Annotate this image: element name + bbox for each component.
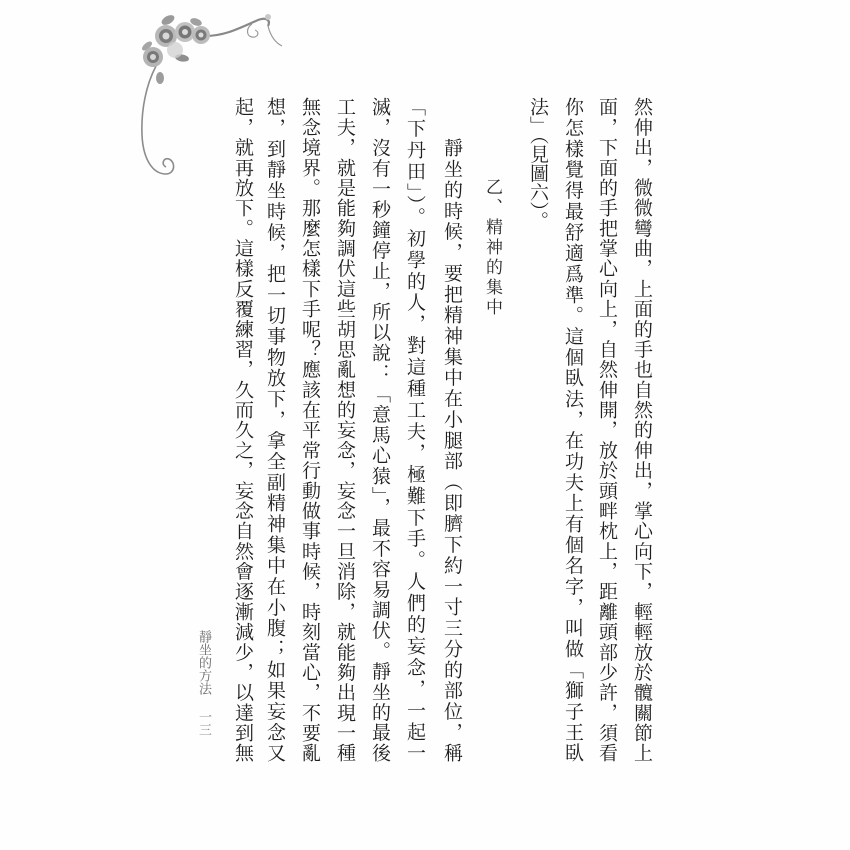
text-column: 起，就再放下。這樣反覆練習，久而久之，妄念自然會逐漸減少，以達到無 xyxy=(232,97,254,762)
rose-icon xyxy=(143,47,163,67)
text-column: 你怎樣覺得最舒適爲準。這個臥法，在功夫上有個名字，叫做「獅子王臥 xyxy=(562,97,584,762)
page-number: 一三 xyxy=(196,710,211,736)
text-column: 法」（見圖六）。 xyxy=(527,97,549,230)
text-column: 「下丹田」）。初學的人，對這種工夫，極難下手。人們的妄念，一起一 xyxy=(404,97,426,762)
text-column: 工夫，就是能夠調伏這些胡思亂想的妄念，妄念一旦消除，就能夠出現一種 xyxy=(334,97,356,762)
running-footer-title: 靜坐的方法 xyxy=(196,630,211,695)
section-heading: 乙、精神的集中 xyxy=(482,178,502,318)
text-column: 想，到靜坐時候，把一切事物放下，拿全副精神集中在小腹；如果妄念又 xyxy=(264,97,286,762)
text-column: 無念境界。那麼怎樣下手呢？應該在平常行動做事時候，時刻當心，不要亂 xyxy=(299,97,321,762)
rose-icon xyxy=(175,22,195,42)
rose-icon xyxy=(192,26,210,44)
text-column: 靜坐的時候，要把精神集中在小腿部（即臍下約一寸三分的部位，稱 xyxy=(441,138,463,762)
text-column: 面，下面的手把掌心向上，自然伸開，放於頭畔枕上，距離頭部少許，須看 xyxy=(596,97,618,762)
text-column: 滅，沒有一秒鐘停止，所以說：「意馬心猿」，最不容易調伏。靜坐的最後 xyxy=(369,97,391,762)
text-column: 然伸出，微微彎曲，上面的手也自然的伸出，掌心向下，輕輕放於髖關節上 xyxy=(631,97,653,762)
